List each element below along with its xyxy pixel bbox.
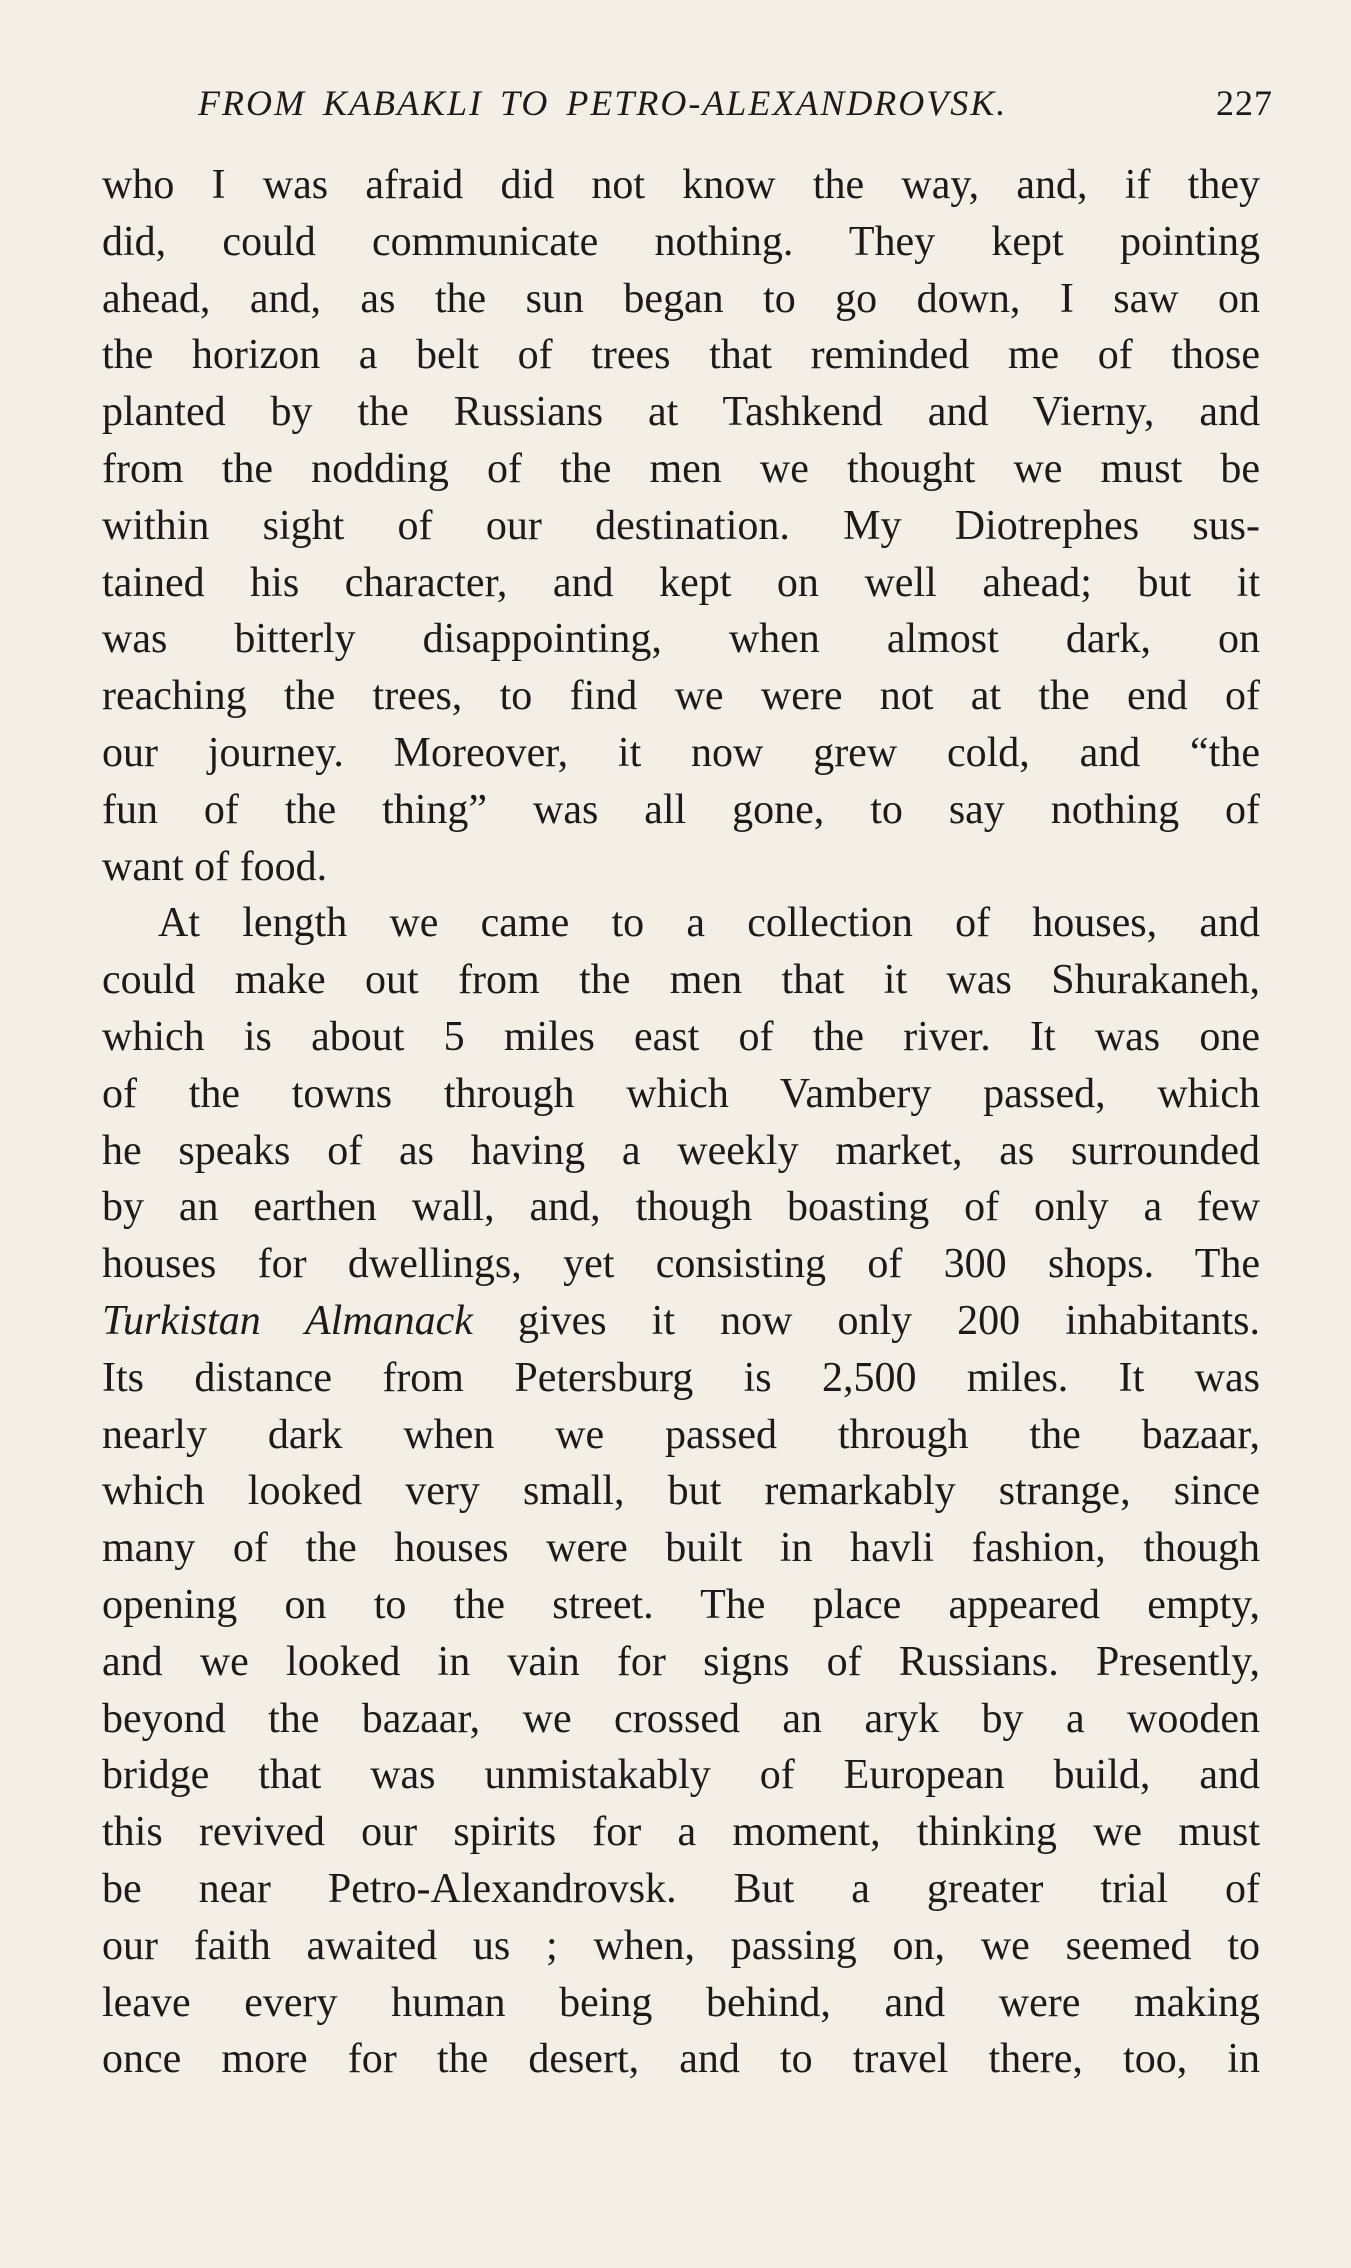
body-text bbox=[102, 157, 1260, 2088]
paragraph-1 bbox=[102, 157, 1260, 895]
book-title-italic: Turkistan Almanack bbox=[102, 1297, 473, 1344]
text-line: reaching the trees, to find we were not at the end of bbox=[102, 673, 1260, 720]
text-line: ahead, and, as the sun began to go down, I saw on bbox=[102, 275, 1260, 322]
text-line: our faith awaited us ; when, passing on, we seemed to bbox=[102, 1922, 1260, 1969]
running-head-title: FROM KABAKLI TO PETRO-ALEXANDROVSK. bbox=[198, 83, 1008, 123]
text-line: opening on to the street. The place appeared empty, bbox=[102, 1581, 1260, 1628]
text-line: be near Petro-Alexandrovsk. But a greater trial of bbox=[102, 1865, 1260, 1912]
text-line: tained his character, and kept on well ahead; but it bbox=[102, 559, 1260, 606]
text-line: within sight of our destination. My Diotrephes sus- bbox=[102, 502, 1260, 549]
text-line: beyond the bazaar, we crossed an aryk by a wooden bbox=[102, 1695, 1260, 1742]
text-line: was bitterly disappointing, when almost dark, on bbox=[102, 616, 1260, 663]
text-line: who I was afraid did not know the way, and, if they bbox=[102, 162, 1260, 208]
text-line: by an earthen wall, and, though boasting of only a few bbox=[102, 1184, 1260, 1231]
text-line: which looked very small, but remarkably strange, since bbox=[102, 1468, 1260, 1515]
text-line: once more for the desert, and to travel there, too, in bbox=[102, 2036, 1260, 2083]
text-line: nearly dark when we passed through the bazaar, bbox=[102, 1411, 1260, 1458]
running-head bbox=[198, 82, 1273, 132]
text-line: many of the houses were built in havli fashion, though bbox=[102, 1525, 1260, 1572]
text-line: he speaks of as having a weekly market, as surrounded bbox=[102, 1127, 1260, 1174]
text-line: want of food. bbox=[102, 843, 328, 890]
text-line: this revived our spirits for a moment, thinking we must bbox=[102, 1809, 1260, 1856]
text-line: our journey. Moreover, it now grew cold, and “the bbox=[102, 729, 1260, 776]
text-line: of the towns through which Vambery passed, which bbox=[102, 1070, 1260, 1117]
page-number: 227 bbox=[1216, 83, 1273, 123]
text-line: could make out from the men that it was Shurakaneh, bbox=[102, 957, 1260, 1004]
text-line: planted by the Russians at Tashkend and Vierny, and bbox=[102, 389, 1260, 436]
text-line: which is about 5 miles east of the river. It was one bbox=[102, 1013, 1260, 1060]
text-line: did, could communicate nothing. They kept pointing bbox=[102, 218, 1260, 265]
text-line: the horizon a belt of trees that reminded me of those bbox=[102, 332, 1260, 379]
text-line: fun of the thing” was all gone, to say nothing of bbox=[102, 786, 1260, 833]
text-line: At length we came to a collection of houses, and bbox=[158, 900, 1260, 947]
text-line: and we looked in vain for signs of Russians. Presently, bbox=[102, 1638, 1260, 1685]
text-line: Its distance from Petersburg is 2,500 miles. It was bbox=[102, 1354, 1260, 1401]
text-line: bridge that was unmistakably of European build, and bbox=[102, 1752, 1260, 1799]
text-line: houses for dwellings, yet consisting of 300 shops. The bbox=[102, 1241, 1260, 1288]
text-line-with-title bbox=[102, 1293, 1260, 1350]
text-line: leave every human being behind, and were making bbox=[102, 1979, 1260, 2026]
text-line-rest: gives it now only 200 inhabitants. bbox=[517, 1297, 1261, 1344]
paragraph-2 bbox=[102, 895, 1260, 2088]
text-line: from the nodding of the men we thought we must be bbox=[102, 445, 1260, 492]
